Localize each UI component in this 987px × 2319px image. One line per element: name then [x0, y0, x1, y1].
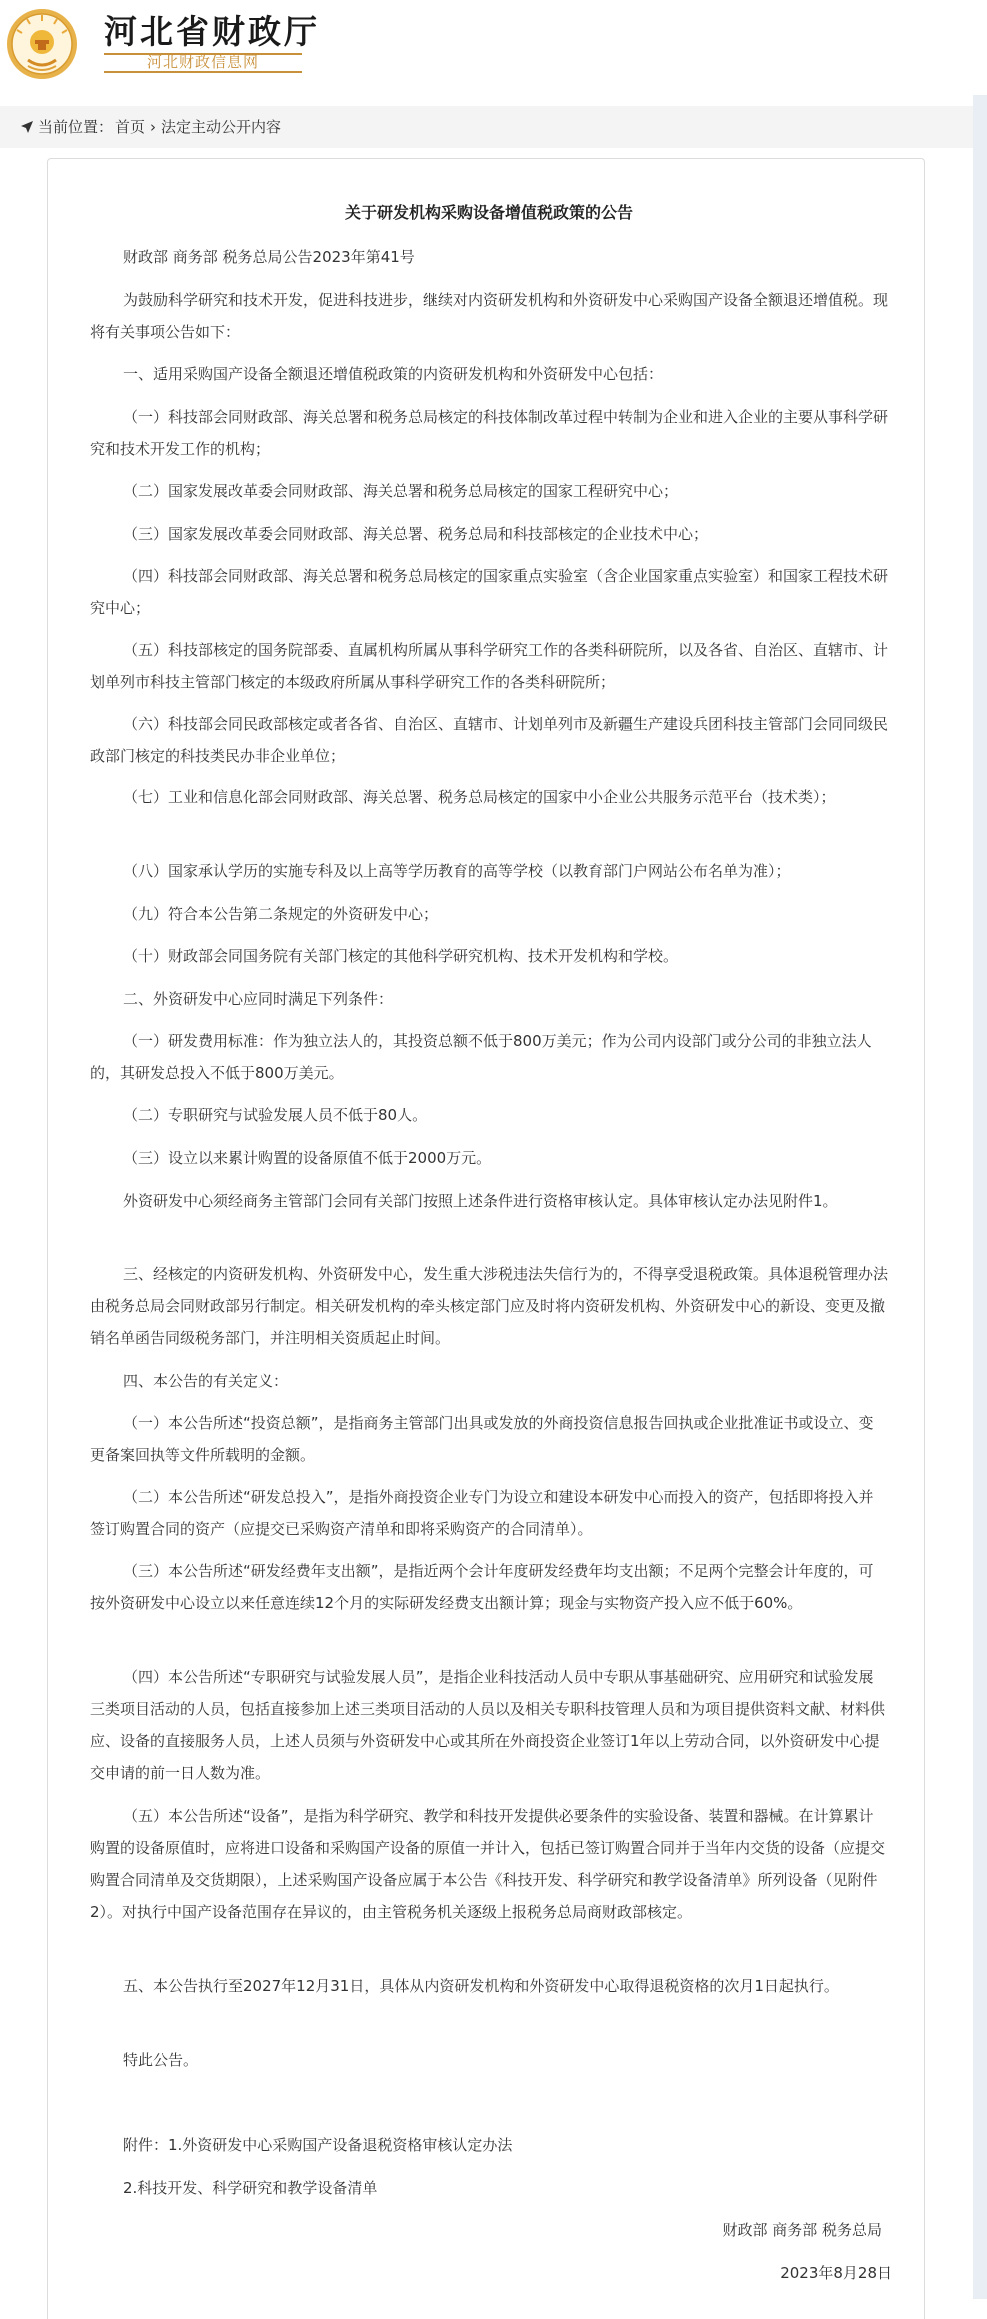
location-arrow-icon	[20, 120, 34, 134]
date-line: 2023年8月28日	[780, 2264, 892, 2282]
site-subtitle-block	[104, 52, 302, 72]
paragraph: 四、本公告的有关定义：	[123, 1372, 289, 1390]
breadcrumb-current-link[interactable]: 法定主动公开内容	[161, 118, 282, 136]
paragraph: （十）财政部会同国务院有关部门核定的其他科学研究机构、技术开发机构和学校。	[123, 947, 679, 965]
page-side-strip	[973, 95, 987, 2299]
paragraph: （七）工业和信息化部会同财政部、海关总署、税务总局核定的国家中小企业公共服务示范平台（技术类）；	[123, 788, 836, 806]
paragraph: （一）科技部会同财政部、海关总署和税务总局核定的科技体制改革过程中转制为企业和进入企业的主要从事科学研究和技术开发工作的机构；	[90, 408, 889, 458]
article-container	[47, 158, 925, 2319]
finance-emblem-logo[interactable]	[6, 6, 78, 82]
signature-line: 财政部 商务部 税务总局	[722, 2221, 882, 2239]
paragraph: （二）本公告所述“研发总投入”，是指外商投资企业专门为设立和建设本研发中心而投入的资产，包括即将投入并签订购置合同的资产（应提交已采购资产清单和即将采购资产的合同清单）。	[90, 1488, 874, 1538]
breadcrumb	[0, 106, 973, 148]
paragraph: 外资研发中心须经商务主管部门会同有关部门按照上述条件进行资格审核认定。具体审核认定办法见附件1。	[123, 1192, 838, 1210]
attachment-item: 附件：1.外资研发中心采购国产设备退税资格审核认定办法	[123, 2136, 513, 2154]
paragraph: （二）国家发展改革委会同财政部、海关总署和税务总局核定的国家工程研究中心；	[123, 482, 679, 500]
site-title[interactable]: 河北省财政厅	[104, 12, 320, 51]
paragraph: （三）设立以来累计购置的设备原值不低于2000万元。	[123, 1149, 492, 1167]
paragraph: （四）本公告所述“专职研究与试验发展人员”，是指企业科技活动人员中专职从事基础研究、应用研究和试验发展三类项目活动的人员，包括直接参加上述三类项目活动的人员以及相关专职科技管理人员和为项目提供资料文献、材料供应、设备的直接服务人员，上述人员须与外资研发中心或其所在外商投资企业签订1年以上劳动合同，以外资研发中心提交申请的前一日人数为准。	[90, 1668, 886, 1782]
site-subtitle: 河北财政信息网	[146, 53, 259, 71]
paragraph: 特此公告。	[123, 2051, 199, 2069]
paragraph: （二）专职研究与试验发展人员不低于80人。	[123, 1106, 428, 1124]
paragraph: （三）本公告所述“研发经费年支出额”，是指近两个会计年度研发经费年均支出额；不足两个完整会计年度的，可按外资研发中心设立以来任意连续12个月的实际研发经费支出额计算；现金与实物资产投入应不低于60%。	[90, 1562, 874, 1612]
paragraph: （一）研发费用标准：作为独立法人的，其投资总额不低于800万美元；作为公司内设部门或分公司的非独立法人的，其研发总投入不低于800万美元。	[90, 1032, 872, 1082]
paragraph: 三、经核定的内资研发机构、外资研发中心，发生重大涉税违法失信行为的，不得享受退税政策。具体退税管理办法由税务总局会同财政部另行制定。相关研发机构的牵头核定部门应及时将内资研发机构、外资研发中心的新设、变更及撤销名单函告同级税务部门，并注明相关资质起止时间。	[90, 1265, 889, 1347]
paragraph: 二、外资研发中心应同时满足下列条件：	[123, 990, 394, 1008]
paragraph: （五）本公告所述“设备”，是指为科学研究、教学和科技开发提供必要条件的实验设备、装置和器械。在计算累计购置的设备原值时，应将进口设备和采购国产设备的原值一并计入，包括已签订购置合同并于当年内交货的设备（应提交购置合同清单及交货期限），上述采购国产设备应属于本公告《科技开发、科学研究和教学设备清单》所列设备（见附件2）。对执行中国产设备范围存在异议的，由主管税务机关逐级上报税务总局商财政部核定。	[90, 1807, 886, 1921]
article-title: 关于研发机构采购设备增值税政策的公告	[344, 203, 633, 222]
site-header	[0, 0, 987, 100]
issuer-line: 财政部 商务部 税务总局公告2023年第41号	[123, 248, 415, 266]
paragraph: 为鼓励科学研究和技术开发，促进科技进步，继续对内资研发机构和外资研发中心采购国产设备全额退还增值税。现将有关事项公告如下：	[90, 291, 889, 341]
attachment-item: 2.科技开发、科学研究和教学设备清单	[123, 2179, 378, 2197]
breadcrumb-home-link[interactable]: 首页	[115, 118, 146, 136]
subtitle-rule-bottom	[104, 71, 302, 73]
breadcrumb-separator: ›	[150, 118, 156, 136]
paragraph: 五、本公告执行至2027年12月31日，具体从内资研发机构和外资研发中心取得退税资格的次月1日起执行。	[123, 1977, 839, 1995]
paragraph: （三）国家发展改革委会同财政部、海关总署、税务总局和科技部核定的企业技术中心；	[123, 525, 709, 543]
paragraph: （六）科技部会同民政部核定或者各省、自治区、直辖市、计划单列市及新疆生产建设兵团科技主管部门会同同级民政部门核定的科技类民办非企业单位；	[90, 715, 889, 765]
paragraph: （八）国家承认学历的实施专科及以上高等学历教育的高等学校（以教育部门户网站公布名单为准）；	[123, 862, 791, 880]
paragraph: （一）本公告所述“投资总额”，是指商务主管部门出具或发放的外商投资信息报告回执或企业批准证书或设立、变更备案回执等文件所载明的金额。	[90, 1414, 874, 1464]
paragraph: 一、适用采购国产设备全额退还增值税政策的内资研发机构和外资研发中心包括：	[123, 365, 664, 383]
paragraph: （四）科技部会同财政部、海关总署和税务总局核定的国家重点实验室（含企业国家重点实验室）和国家工程技术研究中心；	[90, 567, 889, 617]
breadcrumb-label: 当前位置：	[38, 118, 114, 136]
paragraph: （五）科技部核定的国务院部委、直属机构所属从事科学研究工作的各类科研院所，以及各省、自治区、直辖市、计划单列市科技主管部门核定的本级政府所属从事科学研究工作的各类科研院所；	[90, 641, 889, 691]
paragraph: （九）符合本公告第二条规定的外资研发中心；	[123, 905, 439, 923]
